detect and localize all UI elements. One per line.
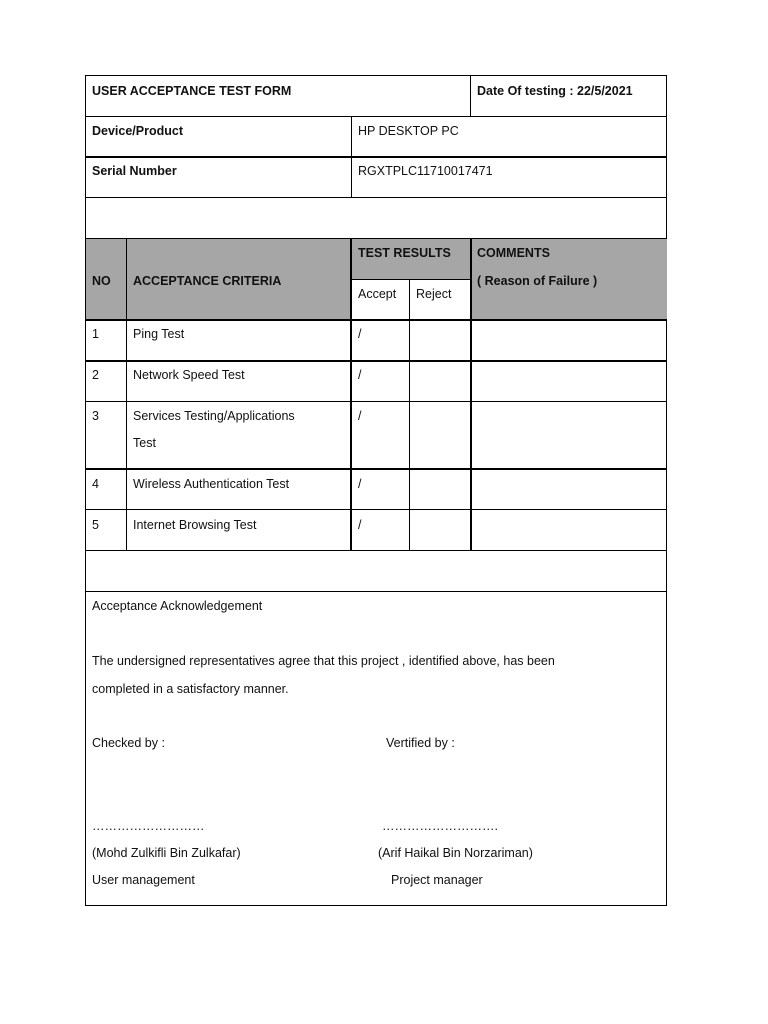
row-accept-mark: / bbox=[358, 327, 362, 341]
row-criteria: Network Speed Test bbox=[133, 368, 245, 382]
row-divider bbox=[86, 550, 667, 551]
row-criteria: Services Testing/Applications bbox=[133, 409, 295, 423]
row-divider bbox=[351, 279, 471, 280]
row-number: 2 bbox=[92, 368, 99, 382]
row-divider bbox=[86, 468, 667, 470]
col-header-criteria: ACCEPTANCE CRITERIA bbox=[133, 274, 282, 288]
acknowledgement-statement-continued: completed in a satisfactory manner. bbox=[92, 682, 289, 696]
serial-value: RGXTPLC11710017471 bbox=[358, 164, 493, 178]
col-divider bbox=[470, 76, 471, 116]
row-divider bbox=[86, 591, 667, 592]
verified-by-label: Vertified by : bbox=[386, 736, 455, 750]
col-header-comments: COMMENTS bbox=[477, 246, 550, 260]
acknowledgement-statement: The undersigned representatives agree that this project , identified above, has been bbox=[92, 654, 555, 668]
form-title: USER ACCEPTANCE TEST FORM bbox=[92, 84, 292, 98]
col-divider bbox=[351, 116, 352, 198]
row-accept-mark: / bbox=[358, 477, 362, 491]
serial-label: Serial Number bbox=[92, 164, 177, 178]
checked-signature-line: ……………………… bbox=[92, 819, 205, 833]
date-of-testing: Date Of testing : 22/5/2021 bbox=[477, 84, 633, 98]
row-accept-mark: / bbox=[358, 409, 362, 423]
row-divider bbox=[86, 319, 667, 321]
checked-by-name: (Mohd Zulkifli Bin Zulkafar) bbox=[92, 846, 241, 860]
row-divider bbox=[86, 360, 667, 362]
checked-by-label: Checked by : bbox=[92, 736, 165, 750]
col-divider bbox=[470, 238, 472, 551]
device-label: Device/Product bbox=[92, 124, 184, 138]
col-divider bbox=[409, 279, 410, 551]
row-accept-mark: / bbox=[358, 368, 362, 382]
row-divider bbox=[86, 156, 667, 158]
verified-by-role: Project manager bbox=[391, 873, 483, 887]
row-number: 3 bbox=[92, 409, 99, 423]
col-divider bbox=[126, 238, 127, 551]
row-divider bbox=[86, 509, 667, 510]
row-accept-mark: / bbox=[358, 518, 362, 532]
row-criteria: Wireless Authentication Test bbox=[133, 477, 290, 491]
col-divider bbox=[350, 238, 352, 551]
col-header-comments-sub: ( Reason of Failure ) bbox=[477, 274, 598, 288]
acknowledgement-heading: Acceptance Acknowledgement bbox=[92, 599, 263, 613]
device-value: HP DESKTOP PC bbox=[358, 124, 459, 138]
row-divider bbox=[86, 116, 667, 117]
col-header-reject: Reject bbox=[416, 287, 452, 301]
row-criteria: Internet Browsing Test bbox=[133, 518, 257, 532]
row-number: 4 bbox=[92, 477, 99, 491]
col-header-results: TEST RESULTS bbox=[358, 246, 451, 260]
row-number: 5 bbox=[92, 518, 99, 532]
col-header-accept: Accept bbox=[358, 287, 397, 301]
verified-signature-line: ………………………. bbox=[382, 819, 498, 833]
row-criteria-continued: Test bbox=[133, 436, 156, 450]
verified-by-name: (Arif Haikal Bin Norzariman) bbox=[378, 846, 533, 860]
col-header-no: NO bbox=[92, 274, 111, 288]
checked-by-role: User management bbox=[92, 873, 195, 887]
row-divider bbox=[86, 238, 667, 239]
row-divider bbox=[86, 197, 667, 198]
row-divider bbox=[86, 401, 667, 402]
row-number: 1 bbox=[92, 327, 99, 341]
row-criteria: Ping Test bbox=[133, 327, 185, 341]
acceptance-test-form bbox=[85, 75, 667, 906]
